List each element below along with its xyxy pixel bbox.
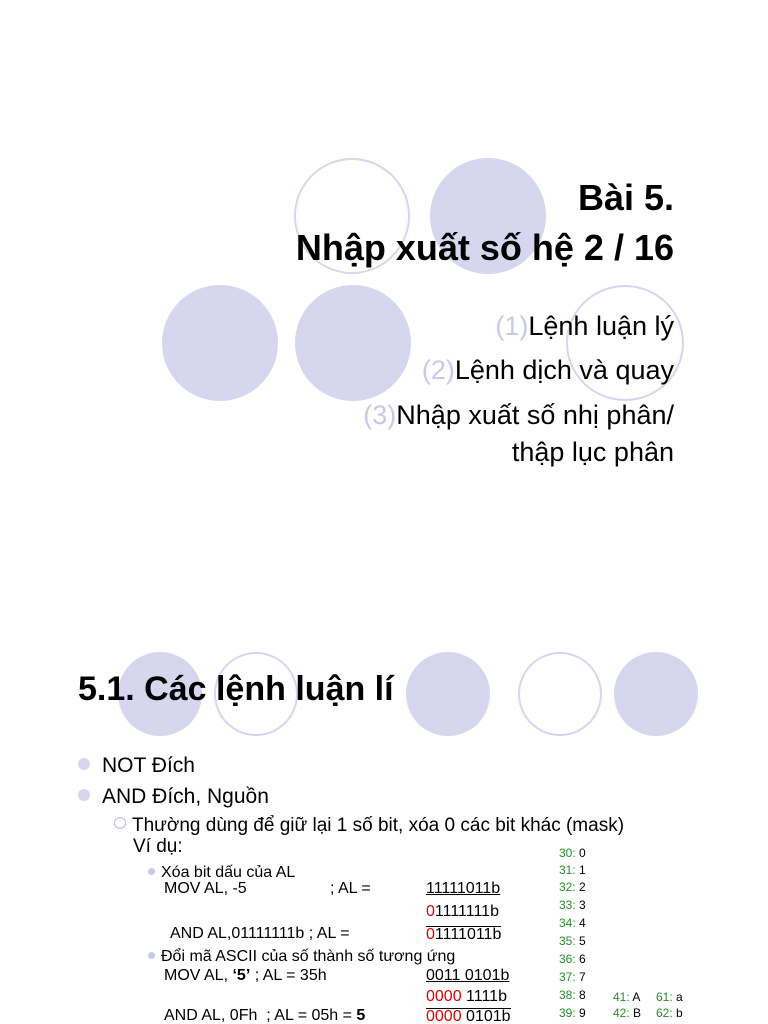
ascii-char: A — [632, 990, 641, 1004]
ascii-char: 6 — [579, 952, 586, 966]
decor-circle — [518, 652, 602, 736]
code-line: MOV AL, -5 — [164, 880, 247, 897]
ascii-row — [656, 1007, 683, 1019]
code-comment: ; AL = — [330, 880, 371, 897]
ascii-char: a — [676, 990, 683, 1004]
code-line — [164, 1008, 365, 1024]
result-rest: 1111011b — [434, 926, 502, 943]
decor-circle — [295, 285, 411, 401]
ascii-code: 30: — [559, 846, 576, 860]
topic-number: (3) — [363, 400, 397, 430]
topic-number: (2) — [421, 355, 455, 385]
mask-value — [426, 904, 499, 920]
ascii-row — [559, 847, 586, 859]
ascii-code: 34: — [559, 916, 576, 930]
example-title — [148, 949, 455, 965]
decor-circle — [406, 652, 490, 736]
example-title — [148, 865, 295, 881]
ascii-char: B — [633, 1006, 642, 1020]
example-dot — [148, 952, 155, 959]
ascii-char: 8 — [579, 988, 586, 1002]
sub-bullet — [114, 815, 624, 836]
sub-bullet-circle — [114, 817, 126, 829]
mask-rest: 1111111b — [434, 903, 499, 920]
bullet-text: AND Đích, Nguồn — [102, 785, 269, 808]
ascii-char: 2 — [579, 880, 586, 894]
topic-item — [422, 350, 674, 390]
ascii-code: 32: — [559, 880, 576, 894]
bullet-text: NOT Đích — [102, 754, 195, 777]
result-value — [426, 926, 501, 943]
topic-text: Lệnh dịch và quay — [454, 355, 674, 385]
ascii-code: 37: — [559, 970, 576, 984]
slide-logic-instructions — [0, 512, 768, 1024]
ascii-char: 1 — [579, 863, 586, 877]
ascii-row — [559, 1007, 586, 1019]
ascii-code: 61: — [656, 990, 673, 1004]
example-title-text: Đổi mã ASCII của số thành số tương ứng — [161, 948, 456, 965]
ascii-row — [559, 917, 586, 929]
binary-value: 0011 0101b — [426, 967, 510, 984]
ascii-char: b — [676, 1006, 683, 1020]
ascii-char: 7 — [579, 970, 586, 984]
ascii-char: 5 — [579, 934, 586, 948]
topic-text: Lệnh luận lý — [528, 311, 674, 341]
ascii-char: 4 — [579, 916, 586, 930]
topic-item — [363, 395, 674, 435]
ascii-code: 38: — [559, 988, 576, 1002]
sub-bullet-text: Thường dùng để giữ lại 1 số bit, xóa 0 các bit khác (mask) — [132, 815, 625, 836]
bullet-dot — [78, 789, 90, 801]
ascii-row — [559, 899, 586, 911]
ascii-code: 36: — [559, 952, 576, 966]
ascii-char: 0 — [579, 846, 586, 860]
mask-value — [426, 989, 507, 1005]
ascii-code: 62: — [656, 1006, 673, 1020]
topic-text: Nhập xuất số nhị phân/ — [396, 400, 674, 430]
code-part: ; AL = 35h — [250, 967, 327, 984]
section-heading: 5.1. Các lệnh luận lí — [78, 670, 394, 708]
code-part: AND AL, 0Fh ; AL = 05h = — [164, 1007, 357, 1024]
code-part: MOV AL, — [164, 967, 233, 984]
example-title-text: Xóa bit dấu của AL — [161, 864, 296, 881]
ascii-row — [656, 991, 683, 1003]
result-red: 0 — [426, 926, 435, 943]
bullet-item — [78, 754, 195, 778]
code-char: ‘5’ — [232, 967, 251, 984]
result-rest: 0101b — [461, 1008, 511, 1024]
result-red: 0000 — [426, 1008, 462, 1024]
ascii-char: 9 — [579, 1006, 586, 1020]
example-dot — [148, 868, 155, 875]
ascii-row — [559, 953, 586, 965]
ascii-row — [559, 971, 586, 983]
mask-rest: 1111b — [461, 988, 507, 1005]
ascii-code: 42: — [613, 1006, 630, 1020]
ascii-code: 33: — [559, 898, 576, 912]
code-result: 5 — [356, 1007, 366, 1024]
topic-text: thập lục phân — [511, 437, 674, 467]
ascii-row — [559, 881, 586, 893]
ascii-code: 39: — [559, 1006, 576, 1020]
code-line — [164, 968, 327, 984]
mask-red: 0 — [426, 903, 435, 920]
topic-item — [495, 306, 674, 346]
topic-item — [512, 432, 674, 472]
ascii-row — [613, 991, 640, 1003]
ascii-row — [559, 989, 586, 1001]
topic-number: (1) — [495, 311, 529, 341]
ascii-row — [613, 1007, 641, 1019]
ascii-row — [559, 864, 586, 876]
bullet-item — [78, 785, 269, 809]
slide-title-line2: Nhập xuất số hệ 2 / 16 — [295, 227, 674, 268]
code-line: AND AL,01111111b ; AL = — [170, 925, 350, 942]
decor-circle — [614, 652, 698, 736]
slide-title-line1: Bài 5. — [577, 177, 674, 218]
binary-value: 11111011b — [426, 880, 501, 897]
ascii-row — [559, 935, 586, 947]
example-label: Ví dụ: — [133, 836, 183, 857]
decor-circle — [162, 285, 278, 401]
mask-red: 0000 — [426, 988, 462, 1005]
ascii-code: 31: — [559, 863, 576, 877]
ascii-code: 41: — [613, 990, 630, 1004]
result-value — [426, 1008, 511, 1024]
ascii-char: 3 — [579, 898, 586, 912]
ascii-code: 35: — [559, 934, 576, 948]
bullet-dot — [78, 758, 90, 770]
